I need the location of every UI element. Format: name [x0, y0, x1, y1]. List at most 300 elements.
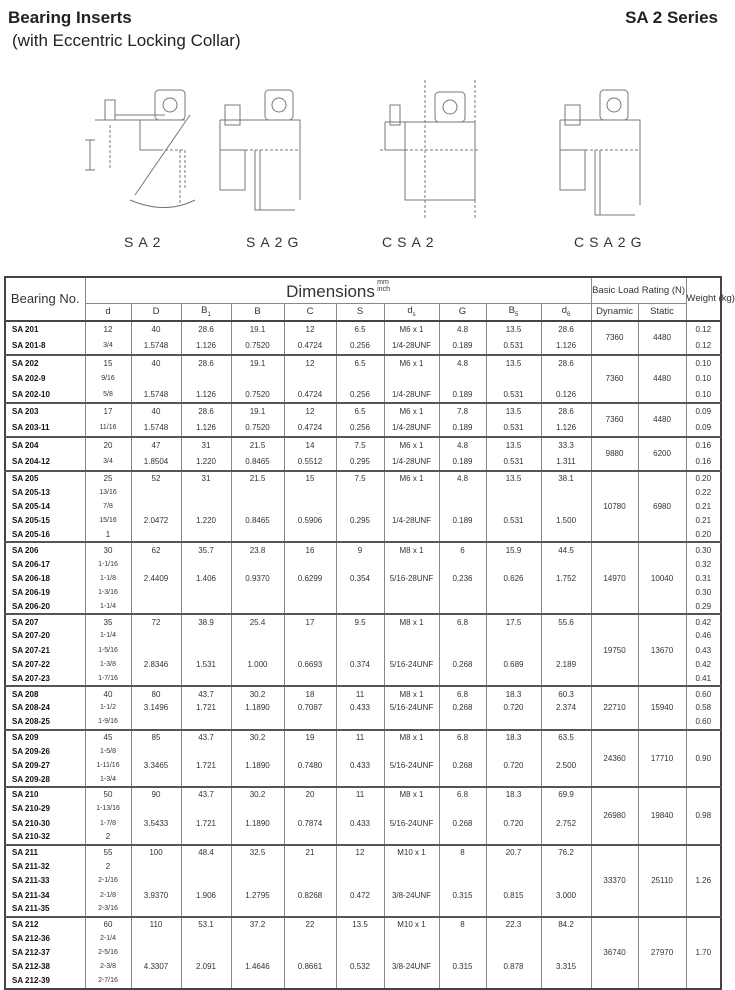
dim-cell [336, 945, 384, 959]
column-header-subscript: 5 [515, 311, 519, 318]
weight: 0.10 [686, 387, 721, 403]
dim-cell: 1.4646 [231, 960, 284, 974]
dim-cell [181, 773, 231, 787]
column-header-symbol: G [458, 306, 467, 317]
weight: 0.21 [686, 514, 721, 528]
dim-cell [541, 859, 591, 873]
dim-cell [384, 371, 439, 387]
dim-cell: 0.7087 [284, 701, 336, 715]
dim-cell [486, 499, 541, 513]
bore-d: 1-1/16 [85, 557, 131, 571]
bearing-number: SA 212-39 [12, 976, 50, 986]
dim-cell [181, 600, 231, 614]
dim-cell: 17 [284, 614, 336, 628]
dim-cell [486, 600, 541, 614]
bearing-number: SA 206 [12, 545, 39, 555]
dim-cell: 0.720 [486, 701, 541, 715]
dim-cell [336, 931, 384, 945]
bore-d: 1-1/4 [85, 629, 131, 643]
dim-cell: M8 x 1 [384, 730, 439, 744]
column-header-static: Static [638, 303, 686, 321]
table-row [5, 403, 721, 420]
weight: 0.09 [686, 403, 721, 420]
dim-cell [284, 586, 336, 600]
bore-d: 12 [85, 321, 131, 338]
dim-cell [284, 974, 336, 988]
dim-cell: 1/4-28UNF [384, 387, 439, 403]
bore-d: 55 [85, 845, 131, 859]
dim-cell: 3.1496 [131, 701, 181, 715]
bearing-number: SA 207-20 [12, 631, 50, 641]
dim-cell: 0.8268 [284, 888, 336, 902]
column-header-C [284, 303, 336, 321]
dim-cell: 31 [181, 437, 231, 454]
dim-cell: 5/16-24UNF [384, 658, 439, 672]
bearing-number: SA 206-20 [12, 602, 50, 612]
dim-cell [231, 902, 284, 916]
dim-cell: 11 [336, 730, 384, 744]
dim-cell: 0.315 [439, 888, 486, 902]
dim-cell: 47 [131, 437, 181, 454]
bore-d: 2 [85, 830, 131, 844]
dim-cell [284, 902, 336, 916]
bearing-number: SA 205 [12, 473, 39, 483]
dim-cell: 3/8-24UNF [384, 960, 439, 974]
dim-cell [384, 873, 439, 887]
dim-cell: 3.3465 [131, 758, 181, 772]
bore-d: 2-1/8 [85, 888, 131, 902]
table-row [5, 730, 721, 744]
dim-cell [486, 744, 541, 758]
bore-d: 1-3/16 [85, 586, 131, 600]
dim-cell [336, 902, 384, 916]
column-header-subscript: 1 [207, 311, 211, 318]
bore-d: 50 [85, 787, 131, 801]
dim-cell [486, 945, 541, 959]
weight: 0.21 [686, 499, 721, 513]
dynamic-load: 19750 [591, 614, 638, 686]
dim-cell [336, 801, 384, 815]
weight: 0.31 [686, 571, 721, 585]
column-header-B [231, 303, 284, 321]
bearing-number: SA 204 [12, 441, 39, 450]
dim-cell [231, 801, 284, 815]
dim-cell: 43.7 [181, 686, 231, 700]
dim-cell: 18.3 [486, 686, 541, 700]
bearing-number: SA 210-32 [12, 832, 50, 842]
dim-cell: 1.311 [541, 454, 591, 471]
bearing-group [5, 917, 721, 989]
dim-cell [284, 859, 336, 873]
dim-cell [284, 715, 336, 729]
dim-cell: 3/8-24UNF [384, 888, 439, 902]
dim-cell [181, 485, 231, 499]
weight: 0.46 [686, 629, 721, 643]
dim-cell [284, 629, 336, 643]
dim-cell: 4.8 [439, 321, 486, 338]
dim-cell: 9.5 [336, 614, 384, 628]
bearing-number: SA 208 [12, 689, 39, 699]
weight: 0.12 [686, 321, 721, 338]
dim-cell: 18 [284, 686, 336, 700]
dim-cell: 12 [336, 845, 384, 859]
dim-cell: 2.500 [541, 758, 591, 772]
dim-cell: 28.6 [541, 355, 591, 371]
dim-cell: 0.9370 [231, 571, 284, 585]
dim-cell: 1.721 [181, 758, 231, 772]
dim-cell [439, 485, 486, 499]
dim-cell [131, 643, 181, 657]
dim-cell [231, 859, 284, 873]
bearing-number: SA 210-30 [12, 818, 50, 828]
dim-cell [284, 931, 336, 945]
dim-cell: 7.5 [336, 471, 384, 485]
dim-cell: 1/4-28UNF [384, 514, 439, 528]
dim-cell: 0.256 [336, 420, 384, 437]
dim-cell: M6 x 1 [384, 403, 439, 420]
dim-cell: 84.2 [541, 917, 591, 931]
weight: 0.16 [686, 437, 721, 454]
page-title: Bearing Inserts [8, 8, 132, 27]
dim-cell [486, 801, 541, 815]
bearing-number: SA 202-10 [12, 389, 50, 399]
bearing-group [5, 403, 721, 437]
dim-cell: 100 [131, 845, 181, 859]
dim-cell: 85 [131, 730, 181, 744]
dimensions-label: Dimensions [286, 281, 375, 301]
dim-cell: 1.8504 [131, 454, 181, 471]
weight: 0.42 [686, 658, 721, 672]
bore-d: 13/16 [85, 485, 131, 499]
dim-cell [131, 557, 181, 571]
bore-d: 1-1/2 [85, 701, 131, 715]
dim-cell: 76.2 [541, 845, 591, 859]
dim-cell: 7.8 [439, 403, 486, 420]
dim-cell [384, 945, 439, 959]
dim-cell: 0.7874 [284, 816, 336, 830]
dim-cell [284, 499, 336, 513]
dim-cell: 0.4724 [284, 420, 336, 437]
column-header-B5 [486, 303, 541, 321]
dim-cell: 0.256 [336, 387, 384, 403]
dim-cell: 13.5 [486, 471, 541, 485]
dim-cell [541, 485, 591, 499]
dim-cell: M8 x 1 [384, 614, 439, 628]
dim-cell: 19.1 [231, 321, 284, 338]
dynamic-load: 7360 [591, 355, 638, 403]
dim-cell [131, 629, 181, 643]
static-load: 10040 [638, 542, 686, 614]
dim-cell: 2.0472 [131, 514, 181, 528]
bearing-number: SA 212-38 [12, 962, 50, 972]
bearing-group [5, 321, 721, 355]
bore-d: 3/4 [85, 454, 131, 471]
dim-cell: 0.7520 [231, 420, 284, 437]
dim-cell: 13.5 [486, 321, 541, 338]
dim-cell: 1.2795 [231, 888, 284, 902]
dynamic-load: 33370 [591, 845, 638, 917]
bearing-number: SA 202-9 [12, 374, 46, 383]
dim-cell [439, 672, 486, 686]
dim-cell [541, 974, 591, 988]
bore-d: 2-1/16 [85, 873, 131, 887]
bearing-number: SA 205-14 [12, 501, 50, 511]
static-load: 6980 [638, 471, 686, 543]
dim-cell: 1.906 [181, 888, 231, 902]
dim-cell: 0.433 [336, 701, 384, 715]
dim-cell [541, 744, 591, 758]
dim-cell [336, 974, 384, 988]
weight: 1.70 [686, 917, 721, 989]
dim-cell: 21 [284, 845, 336, 859]
column-header-symbol: d [561, 305, 567, 317]
static-load: 13670 [638, 614, 686, 686]
bearing-number: SA 201 [12, 325, 39, 334]
dim-cell: 0.5906 [284, 514, 336, 528]
bore-d: 1-13/16 [85, 801, 131, 815]
dim-cell: 13.5 [486, 403, 541, 420]
dim-cell: M6 x 1 [384, 471, 439, 485]
dim-cell: 8 [439, 917, 486, 931]
bore-d: 15/16 [85, 514, 131, 528]
dim-cell [384, 773, 439, 787]
dim-cell [231, 643, 284, 657]
dim-cell [336, 528, 384, 542]
dim-cell [336, 485, 384, 499]
dim-cell [284, 945, 336, 959]
dim-cell: 21.5 [231, 471, 284, 485]
dim-cell [284, 773, 336, 787]
table-row [5, 614, 721, 628]
dim-cell [284, 873, 336, 887]
dim-cell [336, 715, 384, 729]
bearing-number: SA 207-21 [12, 645, 50, 655]
dim-cell: 1.721 [181, 701, 231, 715]
dim-cell: 22.3 [486, 917, 541, 931]
column-header-symbol: C [306, 306, 314, 317]
column-header-symbol: B [508, 305, 515, 317]
dim-cell: 6.8 [439, 787, 486, 801]
dim-cell: 90 [131, 787, 181, 801]
bore-d: 11/16 [85, 420, 131, 437]
table-row [5, 787, 721, 801]
weight: 0.16 [686, 454, 721, 471]
dim-cell: 1.126 [541, 420, 591, 437]
dim-cell: 11 [336, 787, 384, 801]
dim-cell [486, 485, 541, 499]
dim-cell: 43.7 [181, 730, 231, 744]
dim-cell [181, 672, 231, 686]
static-load: 6200 [638, 437, 686, 471]
dim-cell [131, 600, 181, 614]
dim-cell [336, 873, 384, 887]
dim-cell: 0.7520 [231, 338, 284, 355]
dim-cell [181, 859, 231, 873]
dim-cell [181, 715, 231, 729]
dim-cell [439, 643, 486, 657]
dynamic-load: 7360 [591, 321, 638, 355]
dim-cell: 18.3 [486, 730, 541, 744]
dim-cell [231, 485, 284, 499]
dim-cell: 19.1 [231, 355, 284, 371]
bore-d: 17 [85, 403, 131, 420]
dim-cell [181, 629, 231, 643]
weight: 0.30 [686, 542, 721, 556]
table-row [5, 917, 721, 931]
dynamic-load: 9880 [591, 437, 638, 471]
dim-cell: 0.6299 [284, 571, 336, 585]
dim-cell [231, 557, 284, 571]
dim-cell [231, 945, 284, 959]
dim-cell [384, 643, 439, 657]
bore-d: 1-3/8 [85, 658, 131, 672]
bore-d: 20 [85, 437, 131, 454]
bore-d: 25 [85, 471, 131, 485]
bearing-number: SA 206-17 [12, 559, 50, 569]
dim-cell: 11 [336, 686, 384, 700]
bearing-group [5, 437, 721, 471]
bearing-number: SA 211-32 [12, 861, 50, 871]
dim-cell [541, 873, 591, 887]
figure-caption-sa2: SA2 [124, 234, 166, 250]
dim-cell [284, 371, 336, 387]
bearing-number: SA 211 [12, 847, 38, 857]
dim-cell: 1.126 [181, 387, 231, 403]
bore-d: 2-1/4 [85, 931, 131, 945]
dim-cell: 20 [284, 787, 336, 801]
bore-d: 1-5/16 [85, 643, 131, 657]
table-row [5, 686, 721, 700]
dim-cell [439, 586, 486, 600]
dim-cell: 6.8 [439, 730, 486, 744]
bearing-group [5, 355, 721, 403]
dim-cell: 1.500 [541, 514, 591, 528]
dim-cell: 0.720 [486, 758, 541, 772]
dim-cell [384, 586, 439, 600]
dim-cell [284, 672, 336, 686]
dim-cell [181, 801, 231, 815]
bearing-number: SA 201-8 [12, 341, 46, 350]
dim-cell: 0.374 [336, 658, 384, 672]
bearing-number: SA 211-33 [12, 876, 50, 886]
dim-cell: 1/4-28UNF [384, 420, 439, 437]
bore-d: 1-7/16 [85, 672, 131, 686]
weight: 0.30 [686, 586, 721, 600]
dim-cell: 5/16-28UNF [384, 571, 439, 585]
dim-cell [541, 801, 591, 815]
dim-cell [336, 672, 384, 686]
dynamic-load: 7360 [591, 403, 638, 437]
dim-cell: 14 [284, 437, 336, 454]
dim-cell: 22 [284, 917, 336, 931]
weight: 0.10 [686, 355, 721, 371]
dim-cell: 0.531 [486, 387, 541, 403]
column-header-dynamic: Dynamic [591, 303, 638, 321]
dim-cell: 0.4724 [284, 338, 336, 355]
dim-cell [131, 499, 181, 513]
dim-cell [131, 902, 181, 916]
dim-cell [439, 902, 486, 916]
dim-cell: 0.8661 [284, 960, 336, 974]
unit-mm: mm [377, 278, 389, 286]
dim-cell [439, 744, 486, 758]
weight: 0.10 [686, 371, 721, 387]
dim-cell: 1.000 [231, 658, 284, 672]
weight: 0.09 [686, 420, 721, 437]
dim-cell: 18.3 [486, 787, 541, 801]
dim-cell [439, 499, 486, 513]
dim-cell: 12 [284, 403, 336, 420]
dim-cell [181, 586, 231, 600]
dim-cell: 0.433 [336, 816, 384, 830]
dim-cell: 69.9 [541, 787, 591, 801]
dim-cell: 15.9 [486, 542, 541, 556]
bearing-number: SA 212-37 [12, 948, 50, 958]
dim-cell: 0.189 [439, 514, 486, 528]
dim-cell: 13.5 [486, 437, 541, 454]
dim-cell [439, 974, 486, 988]
dim-cell: M8 x 1 [384, 686, 439, 700]
dim-cell: 30.2 [231, 730, 284, 744]
bearing-group [5, 542, 721, 614]
dim-cell: 35.7 [181, 542, 231, 556]
bore-d: 1-1/4 [85, 600, 131, 614]
dim-cell [439, 873, 486, 887]
dim-cell [131, 528, 181, 542]
dim-cell: 0.532 [336, 960, 384, 974]
bearing-number: SA 205-15 [12, 516, 50, 526]
dim-cell: M10 x 1 [384, 845, 439, 859]
dim-cell [131, 586, 181, 600]
dim-cell: 44.5 [541, 542, 591, 556]
dim-cell: 1.5748 [131, 387, 181, 403]
bearing-number: SA 209-26 [12, 746, 50, 756]
dim-cell: 5/16-24UNF [384, 758, 439, 772]
dim-cell: 13.5 [336, 917, 384, 931]
dim-cell [336, 830, 384, 844]
dim-cell [131, 672, 181, 686]
dim-cell: 33.3 [541, 437, 591, 454]
dim-cell [486, 859, 541, 873]
dim-cell [439, 801, 486, 815]
dim-cell [284, 643, 336, 657]
bore-d: 2 [85, 859, 131, 873]
dim-cell: 0.236 [439, 571, 486, 585]
bearing-group [5, 845, 721, 917]
dim-cell [131, 859, 181, 873]
weight: 0.12 [686, 338, 721, 355]
dim-cell: 28.6 [181, 403, 231, 420]
dim-cell: 2.189 [541, 658, 591, 672]
dim-cell [486, 715, 541, 729]
bore-d: 30 [85, 542, 131, 556]
dim-cell: 9 [336, 542, 384, 556]
dim-cell: 1.1890 [231, 816, 284, 830]
dim-cell: 30.2 [231, 686, 284, 700]
dim-cell [181, 643, 231, 657]
static-load: 19840 [638, 787, 686, 845]
dim-cell [486, 773, 541, 787]
dim-cell: 5/16-24UNF [384, 701, 439, 715]
dim-cell: 8 [439, 845, 486, 859]
bearing-number: SA 203-11 [12, 423, 50, 432]
dim-cell: 0.295 [336, 454, 384, 471]
static-load: 27970 [638, 917, 686, 989]
dim-cell: 6.5 [336, 321, 384, 338]
dim-cell: 0.433 [336, 758, 384, 772]
dim-cell [541, 557, 591, 571]
dim-cell: 0.8465 [231, 454, 284, 471]
